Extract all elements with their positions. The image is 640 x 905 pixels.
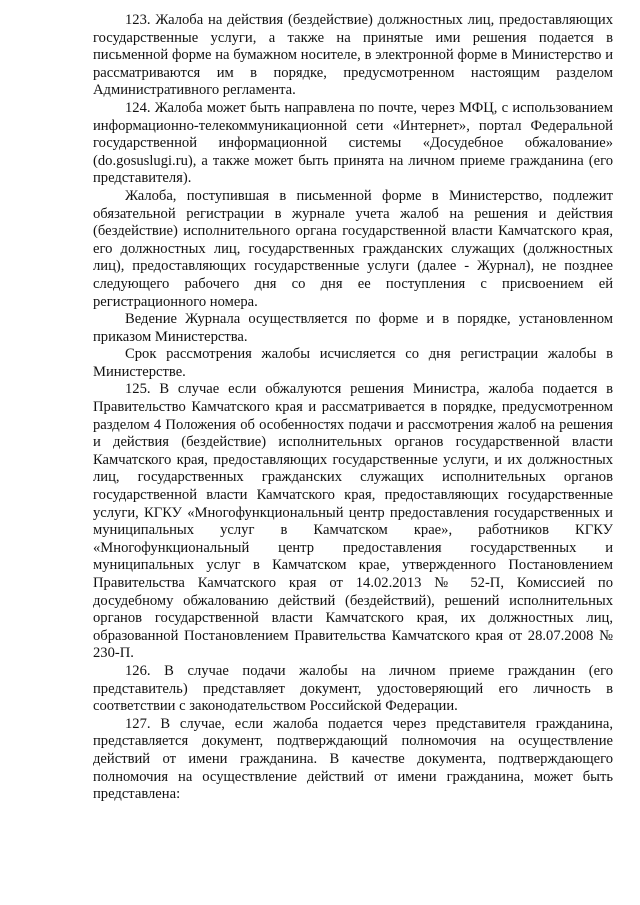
paragraph-123: 123. Жалоба на действия (бездействие) должностных лиц, предоставляющих государственные услуги, а также на принятые ими решения подается в письменной форме на бумажном носителе, в электронной форме в Министерство и рассматриваются им в порядке, предусмотренном настоящим разделом Административного регламента. [93,12,613,99]
paragraph-term: Срок рассмотрения жалобы исчисляется со дня регистрации жалобы в Министерстве. [93,346,613,380]
paragraph-registration: Жалоба, поступившая в письменной форме в Министерство, подлежит обязательной регистрации в журнале учета жалоб на решения и действия (бездействие) исполнительного органа государственной власти Камчатского края, его должностных лиц, государственных гражданских служащих (должностных лиц), предоставляющих государственные услуги (далее - Журнал), не позднее следующего рабочего дня со дня ее поступления с присвоением ей регистрационного номера. [93,187,613,310]
paragraph-journal: Ведение Журнала осуществляется по форме и в порядке, установленном приказом Министерства. [93,311,613,345]
paragraph-126: 126. В случае подачи жалобы на личном приеме гражданин (его представитель) представляет документ, удостоверяющий его личность в соответствии с законодательством Российской Федерации. [93,662,613,715]
document-body [93,12,613,804]
paragraph-127: 127. В случае, если жалоба подается через представителя гражданина, представляется документ, подтверждающий полномочия на осуществление действий от имени гражданина. В качестве документа, подтверждающего полномочия на осуществление действий от имени гражданина, может быть представлена: [93,715,613,803]
paragraph-124: 124. Жалоба может быть направлена по почте, через МФЦ, с использованием информационно-телекоммуникационной сети «Интернет», портал Федеральной государственной информационной системы «Досудебное обжалование» (do.gosuslugi.ru), а также может быть принята на личном приеме гражданина (его представителя). [93,99,613,187]
paragraph-125: 125. В случае если обжалуются решения Министра, жалоба подается в Правительство Камчатского края и рассматривается в порядке, предусмотренном разделом 4 Положения об особенностях подачи и рассмотрения жалоб на решения и действия (бездействие) исполнительных органов государственной власти Камчатского края, предоставляющих государственные услуги, и их должностных лиц, государственных гражданских служащих исполнительных органов государственной власти Камчатского края, предоставляющих государственные услуги, КГКУ «Многофункциональный центр предоставления государственных и муниципальных услуг в Камчатском крае», работников КГКУ «Многофункциональный центр предоставления государственных и муниципальных услуг в Камчатском крае, утвержденного Постановлением Правительства Камчатского края от 14.02.2013 № 52-П, Комиссией по досудебному обжалованию действий (бездействий), решений исполнительных органов государственной власти Камчатского края, их должностных лиц, образованной Постановлением Правительства Камчатского края от 28.07.2008 № 230-П. [93,381,613,662]
